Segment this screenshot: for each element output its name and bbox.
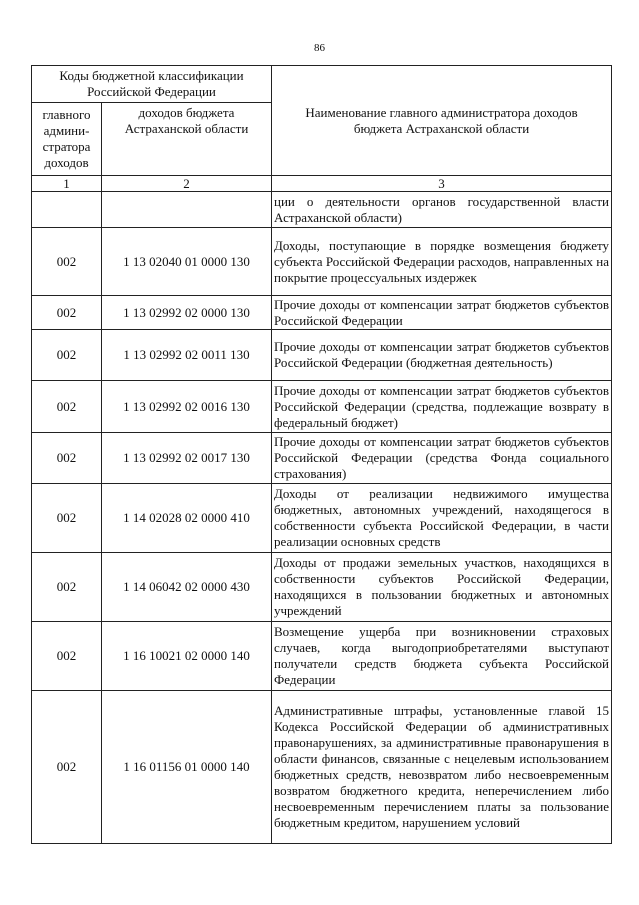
income-name-cell: Прочие доходы от компенсации затрат бюджетов субъектов Российской Федерации (средства Фонда социального страхования) — [272, 433, 612, 484]
income-name-cell: Административные штрафы, установленные главой 15 Кодекса Российской Федерации об административных правонарушениях, за административные правонарушения в области финансов, связанные с нецелевым использованием бюджетных средств, невозвратом либо несвоевременным возвратом бюджетного кредита, неперечислением либо несвоевременным перечислением платы за пользование бюджетным кредитом, нарушением условий — [272, 691, 612, 844]
admin-code-cell: 002 — [32, 381, 102, 433]
income-name-cell: Возмещение ущерба при возникновении страховых случаев, когда выгодоприобретателями выступают получатели средств бюджета субъекта Российской Федерации — [272, 622, 612, 691]
admin-code-cell: 002 — [32, 484, 102, 553]
table-row — [32, 192, 612, 228]
admin-code-cell: 002 — [32, 433, 102, 484]
admin-code-cell: 002 — [32, 296, 102, 330]
table-row — [32, 296, 612, 330]
header-row-group — [32, 66, 612, 103]
table-row — [32, 228, 612, 296]
table-row — [32, 553, 612, 622]
budget-classification-table — [31, 65, 612, 844]
income-name-cell: Доходы от реализации недвижимого имущества бюджетных, автономных учреждений, находящегося в собственности субъекта Российской Федерации, в части реализации основных средств — [272, 484, 612, 553]
income-name-cell: Доходы от продажи земельных участков, находящихся в собственности субъектов Российской Федерации, находящихся в пользовании бюджетных и автономных учреждений — [272, 553, 612, 622]
admin-code-cell — [32, 192, 102, 228]
income-name-cell: Прочие доходы от компенсации затрат бюджетов субъектов Российской Федерации (бюджетная деятельность) — [272, 330, 612, 381]
income-code-cell: 1 16 10021 02 0000 140 — [102, 622, 272, 691]
header-group-title: Коды бюджетной классификации Российской Федерации — [32, 66, 272, 103]
income-name-cell: Прочие доходы от компенсации затрат бюджетов субъектов Российской Федерации (средства, подлежащие возврату в федеральный бюджет) — [272, 381, 612, 433]
table-row — [32, 622, 612, 691]
income-name-cell: Доходы, поступающие в порядке возмещения бюджету субъекта Российской Федерации расходов, направленных на покрытие процессуальных издержек — [272, 228, 612, 296]
column-number: 3 — [272, 176, 612, 192]
page-number: 86 — [314, 42, 325, 54]
admin-code-cell: 002 — [32, 330, 102, 381]
column-number: 2 — [102, 176, 272, 192]
table-row — [32, 433, 612, 484]
table-row — [32, 484, 612, 553]
table-row — [32, 691, 612, 844]
header-col2-title: доходов бюджета Астраханской области — [102, 103, 272, 176]
income-code-cell: 1 13 02992 02 0011 130 — [102, 330, 272, 381]
income-code-cell: 1 13 02992 02 0016 130 — [102, 381, 272, 433]
income-code-cell: 1 13 02040 01 0000 130 — [102, 228, 272, 296]
header-col1-title: главного админи-стратора доходов — [32, 103, 102, 176]
income-code-cell — [102, 192, 272, 228]
admin-code-cell: 002 — [32, 691, 102, 844]
admin-code-cell: 002 — [32, 553, 102, 622]
income-name-cell: ции о деятельности органов государственной власти Астраханской области) — [272, 192, 612, 228]
income-code-cell: 1 13 02992 02 0017 130 — [102, 433, 272, 484]
admin-code-cell: 002 — [32, 228, 102, 296]
header-col3-title: Наименование главного администратора доходов бюджета Астраханской области — [272, 66, 612, 176]
income-code-cell: 1 14 02028 02 0000 410 — [102, 484, 272, 553]
admin-code-cell: 002 — [32, 622, 102, 691]
income-name-cell: Прочие доходы от компенсации затрат бюджетов субъектов Российской Федерации — [272, 296, 612, 330]
table-row — [32, 330, 612, 381]
table-row — [32, 381, 612, 433]
column-numbers-row — [32, 176, 612, 192]
income-code-cell: 1 13 02992 02 0000 130 — [102, 296, 272, 330]
column-number: 1 — [32, 176, 102, 192]
income-code-cell: 1 16 01156 01 0000 140 — [102, 691, 272, 844]
income-code-cell: 1 14 06042 02 0000 430 — [102, 553, 272, 622]
